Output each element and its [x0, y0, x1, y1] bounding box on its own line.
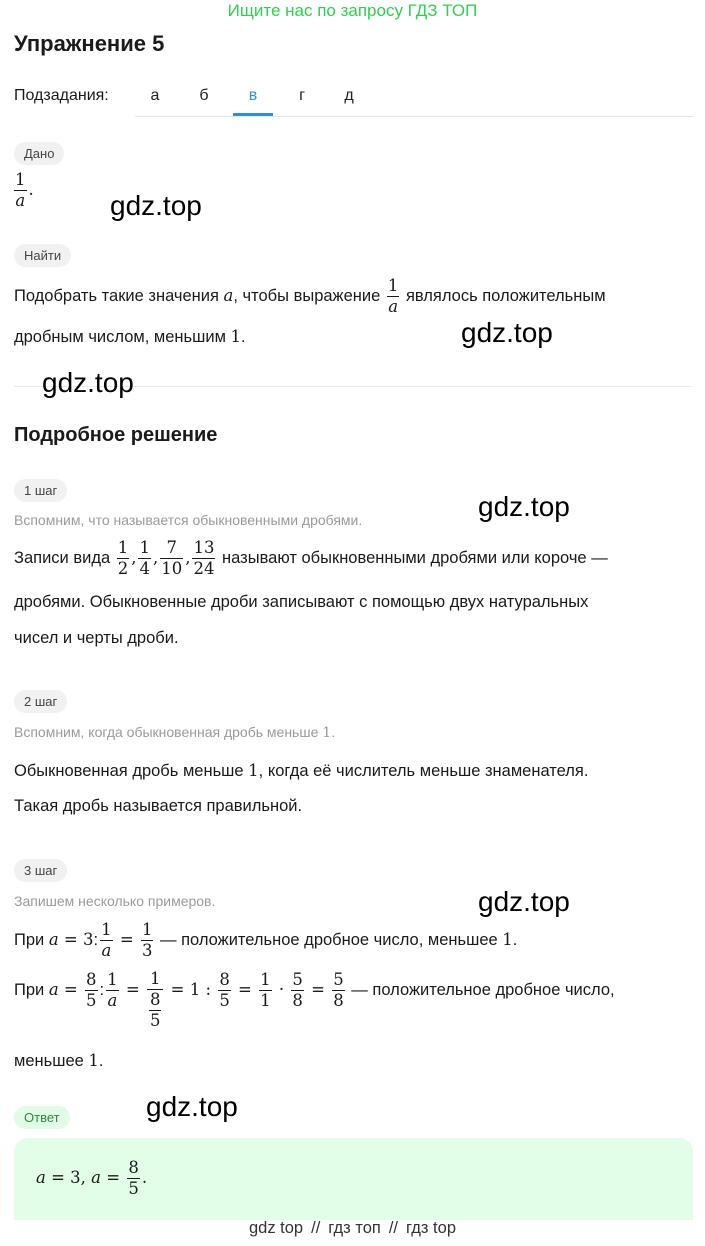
step2-line-2: Такая дробь называется правильной.	[14, 797, 303, 815]
step2-line-1: Обыкновенная дробь меньше 1, когда её числитель меньше знаменателя.	[14, 761, 589, 780]
step1-badge: 1 шаг	[14, 479, 67, 502]
step3-example-1: При a = 3: $\frac{1}{a}$ = $\frac{1}{3}$ — положительное дробное число, меньшее 1.	[14, 920, 518, 960]
find-line-1: Подобрать такие значения a, чтобы выражение $\frac{1}{a}$ являлось положительным	[14, 276, 606, 316]
find-badge: Найти	[14, 244, 71, 267]
step3-badge: 3 шаг	[14, 859, 67, 882]
step3-hint: Запишем несколько примеров.	[14, 893, 216, 909]
watermark: gdz.top	[42, 367, 134, 398]
step1-hint: Вспомним, что называется обыкновенными дробями.	[14, 512, 363, 528]
step3-example-2: При a = $\frac{8}{5}$ : $\frac{1}{a}$ = $\frac{1}{\frac{8}{5}}$ = 1 : $\frac{8}{5}$ = $\frac{1}{1}$ · $\frac{5}{8}$ = $\frac{5}{8}$ — положительное дробное число,	[14, 969, 615, 1030]
tab-b[interactable]: б	[199, 87, 209, 104]
watermark: gdz.top	[461, 317, 553, 348]
footer-separator: //	[388, 1219, 398, 1237]
tab-a[interactable]: а	[150, 87, 160, 104]
footer-separator: //	[311, 1219, 321, 1237]
step2-badge: 2 шаг	[14, 690, 67, 713]
tab-g[interactable]: г	[299, 87, 305, 104]
step1-line-2: дробями. Обыкновенные дроби записывают с помощью двух натуральных	[14, 593, 589, 611]
top-banner[interactable]: Ищите нас по запросу ГДЗ ТОП	[227, 1, 478, 20]
tab-v[interactable]: в	[248, 87, 258, 104]
footer-link[interactable]: gdz top	[248, 1219, 304, 1237]
answer-badge: Ответ	[14, 1106, 70, 1129]
given-expression: $\frac{1}{a}$ .	[15, 170, 34, 210]
subtasks-label: Подзадания:	[14, 87, 109, 104]
step1-line-3: чисел и черты дроби.	[14, 629, 179, 647]
footer-link[interactable]: гдз top	[406, 1219, 456, 1237]
active-tab-indicator	[233, 113, 273, 116]
step2-hint: Вспомним, когда обыкновенная дробь меньше 1.	[14, 724, 336, 741]
step1-line-1: Записи вида $\frac{1}{2}$ , $\frac{1}{4}$ , $\frac{7}{10}$ , $\frac{13}{24}$ называют обыкновенными дробями или короче —	[14, 538, 608, 578]
answer-expression: a = 3, a = $\frac{8}{5}$ .	[36, 1158, 148, 1198]
page-title: Упражнение 5	[14, 31, 165, 56]
watermark: gdz.top	[478, 886, 570, 917]
step3-example-2-line-2: меньшее 1.	[14, 1051, 104, 1070]
subtask-tabs	[135, 78, 693, 117]
find-line-2: дробным числом, меньшим 1.	[14, 327, 246, 346]
given-badge: Дано	[14, 142, 64, 165]
watermark: gdz.top	[110, 190, 202, 221]
footer-links	[0, 1219, 705, 1238]
watermark: gdz.top	[146, 1091, 238, 1122]
find-fraction: $\frac{1}{a}$	[387, 276, 399, 316]
tab-d[interactable]: д	[344, 87, 354, 104]
given-fraction: $\frac{1}{a}$	[15, 170, 26, 210]
footer-link[interactable]: гдз топ	[328, 1219, 381, 1237]
watermark: gdz.top	[478, 491, 570, 522]
solution-title: Подробное решение	[14, 424, 218, 446]
